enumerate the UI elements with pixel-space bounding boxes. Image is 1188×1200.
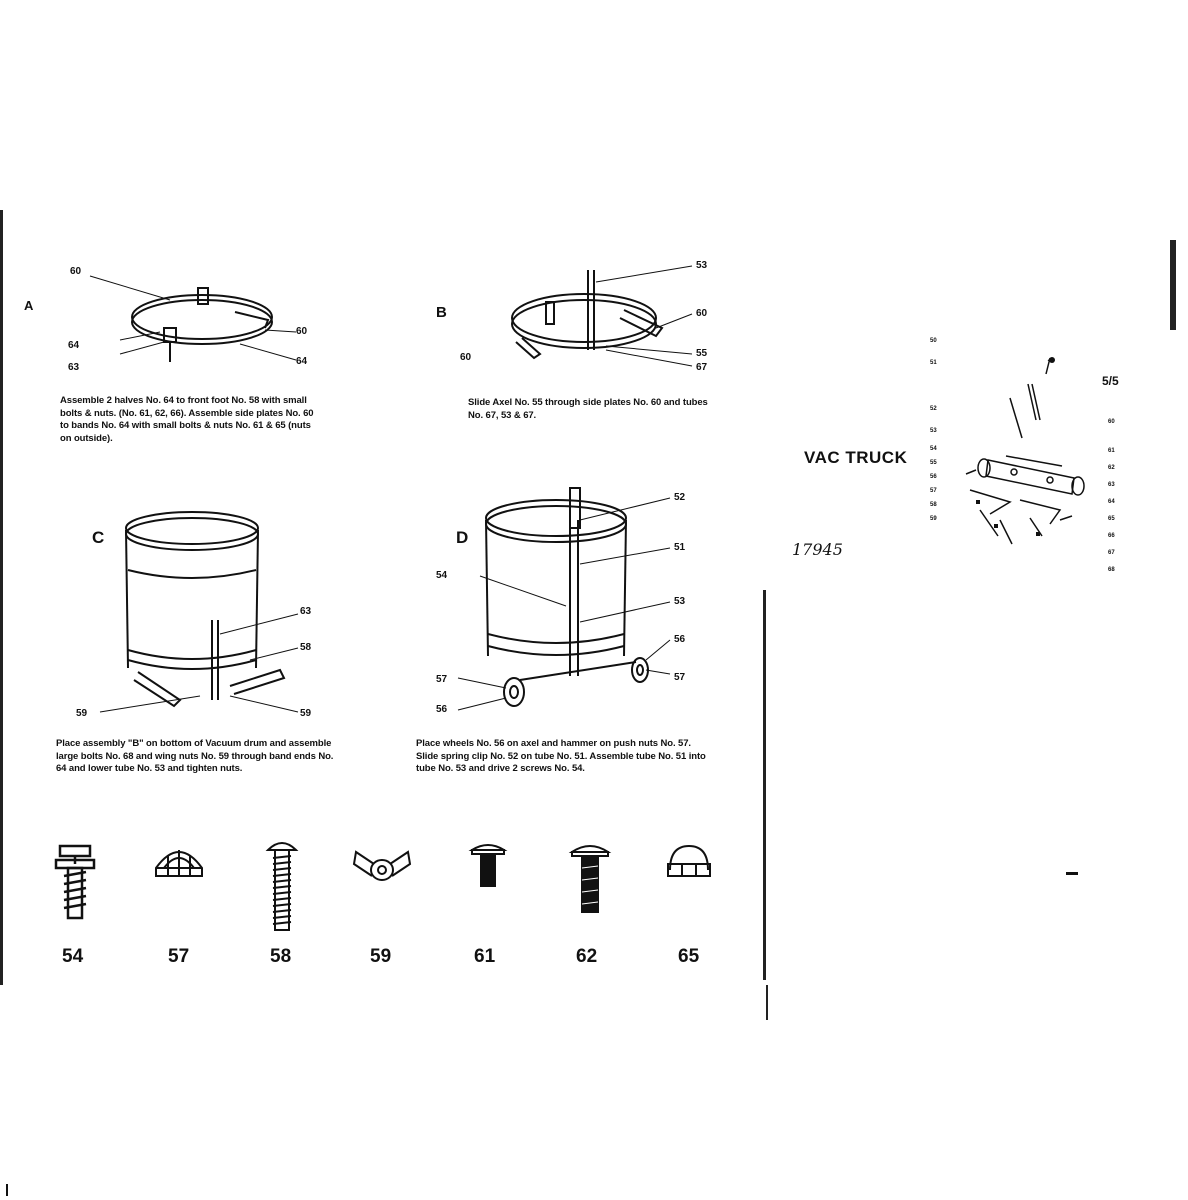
page-title: VAC TRUCK — [804, 448, 908, 467]
push-nut-icon — [152, 842, 206, 882]
center-fold-line-lower — [766, 985, 768, 1020]
step-d-callout-5: 56 — [674, 634, 686, 645]
exploded-number: 65 — [1108, 516, 1115, 522]
exploded-left-numbers — [930, 330, 944, 526]
scan-right-edge — [1170, 240, 1176, 330]
hardware-number-59: 59 — [370, 946, 392, 967]
step-c-callout-3: 59 — [76, 708, 88, 719]
scan-speck — [6, 1184, 8, 1196]
exploded-number: 57 — [930, 488, 937, 494]
step-a-diagram — [60, 262, 320, 382]
short-bolt-icon — [468, 836, 508, 896]
step-a-caption: Assemble 2 halves No. 64 to front foot No. 58 with small bolts & nuts. (No. 61, 62, 66). Assemble side plates No. 60 to bands No. 64 with small bolts & nuts No. 61 & 65 (nuts on outside). — [60, 395, 314, 444]
exploded-number: 60 — [1108, 419, 1115, 425]
step-a-callout-5: 64 — [296, 356, 308, 367]
step-b-callout-3: 55 — [696, 348, 708, 359]
step-d-callout-6: 57 — [674, 672, 686, 683]
step-a-callout-3: 64 — [68, 340, 80, 351]
center-fold-line — [763, 590, 766, 980]
hardware-number-62: 62 — [576, 946, 598, 967]
exploded-number: 51 — [930, 360, 937, 366]
step-b-callout-4: 67 — [696, 362, 708, 373]
step-a-letter: A — [24, 298, 34, 313]
step-b-callout-5: 60 — [460, 352, 472, 363]
step-c-callout-1: 63 — [300, 606, 312, 617]
hardware-number-65: 65 — [678, 946, 700, 967]
scan-speck — [1066, 872, 1078, 875]
step-a-callout-4: 63 — [68, 362, 80, 373]
hardware-number-61: 61 — [474, 946, 496, 967]
step-d-caption: Place wheels No. 56 on axel and hammer on push nuts No. 57. Slide spring clip No. 52 on tube No. 51. Assemble tube No. 51 into tube No. 53 and drive 2 screws No. 54. — [416, 738, 706, 774]
step-b-callout-2: 60 — [696, 308, 708, 319]
step-d-callout-8: 56 — [436, 704, 448, 715]
scan-left-edge — [0, 210, 3, 985]
step-c-callout-2: 58 — [300, 642, 312, 653]
self-tapping-screw-icon — [50, 838, 100, 928]
page-mark: 5/5 — [1102, 374, 1119, 388]
exploded-number: 50 — [930, 338, 937, 344]
step-d-callout-3: 54 — [436, 570, 448, 581]
step-d-callout-4: 53 — [674, 596, 686, 607]
exploded-number: 59 — [930, 516, 937, 522]
step-d-callout-1: 52 — [674, 492, 686, 503]
step-c-letter: C — [92, 528, 105, 547]
step-a-callout-1: 60 — [70, 266, 82, 277]
step-c-caption: Place assembly "B" on bottom of Vacuum drum and assemble large bolts No. 68 and wing nuts No. 59 through band ends No. 64 and lower tube No. 53 and tighten nuts. — [56, 738, 334, 774]
wing-nut-icon — [352, 848, 412, 888]
exploded-number: 67 — [1108, 550, 1115, 556]
step-c-callout-4: 59 — [300, 708, 312, 719]
exploded-number: 56 — [930, 474, 937, 480]
exploded-number: 62 — [1108, 465, 1115, 471]
step-b-caption: Slide Axel No. 55 through side plates No. 60 and tubes No. 67, 53 & 67. — [468, 397, 708, 421]
step-a-callout-2: 60 — [296, 326, 308, 337]
exploded-number: 53 — [930, 428, 937, 434]
hardware-number-58: 58 — [270, 946, 292, 967]
exploded-number: 58 — [930, 502, 937, 508]
step-b-callout-1: 53 — [696, 260, 708, 271]
hardware-number-57: 57 — [168, 946, 190, 967]
long-bolt-icon — [262, 836, 302, 936]
exploded-number: 54 — [930, 446, 937, 452]
exploded-number: 63 — [1108, 482, 1115, 488]
acorn-nut-icon — [664, 842, 714, 882]
exploded-number: 52 — [930, 406, 937, 412]
step-b-diagram — [456, 258, 716, 378]
exploded-right-numbers — [1108, 414, 1122, 579]
exploded-view-diagram — [950, 350, 1100, 560]
hardware-number-54: 54 — [62, 946, 84, 967]
exploded-number: 61 — [1108, 448, 1115, 454]
exploded-number: 68 — [1108, 567, 1115, 573]
exploded-number: 66 — [1108, 533, 1115, 539]
handwritten-note: 17945 — [792, 540, 843, 559]
exploded-number: 64 — [1108, 499, 1115, 505]
step-d-callout-2: 51 — [674, 542, 686, 553]
step-d-callout-7: 57 — [436, 674, 448, 685]
step-d-letter: D — [456, 528, 469, 547]
medium-bolt-icon — [568, 838, 612, 918]
step-b-letter: B — [436, 304, 447, 321]
exploded-number: 55 — [930, 460, 937, 466]
